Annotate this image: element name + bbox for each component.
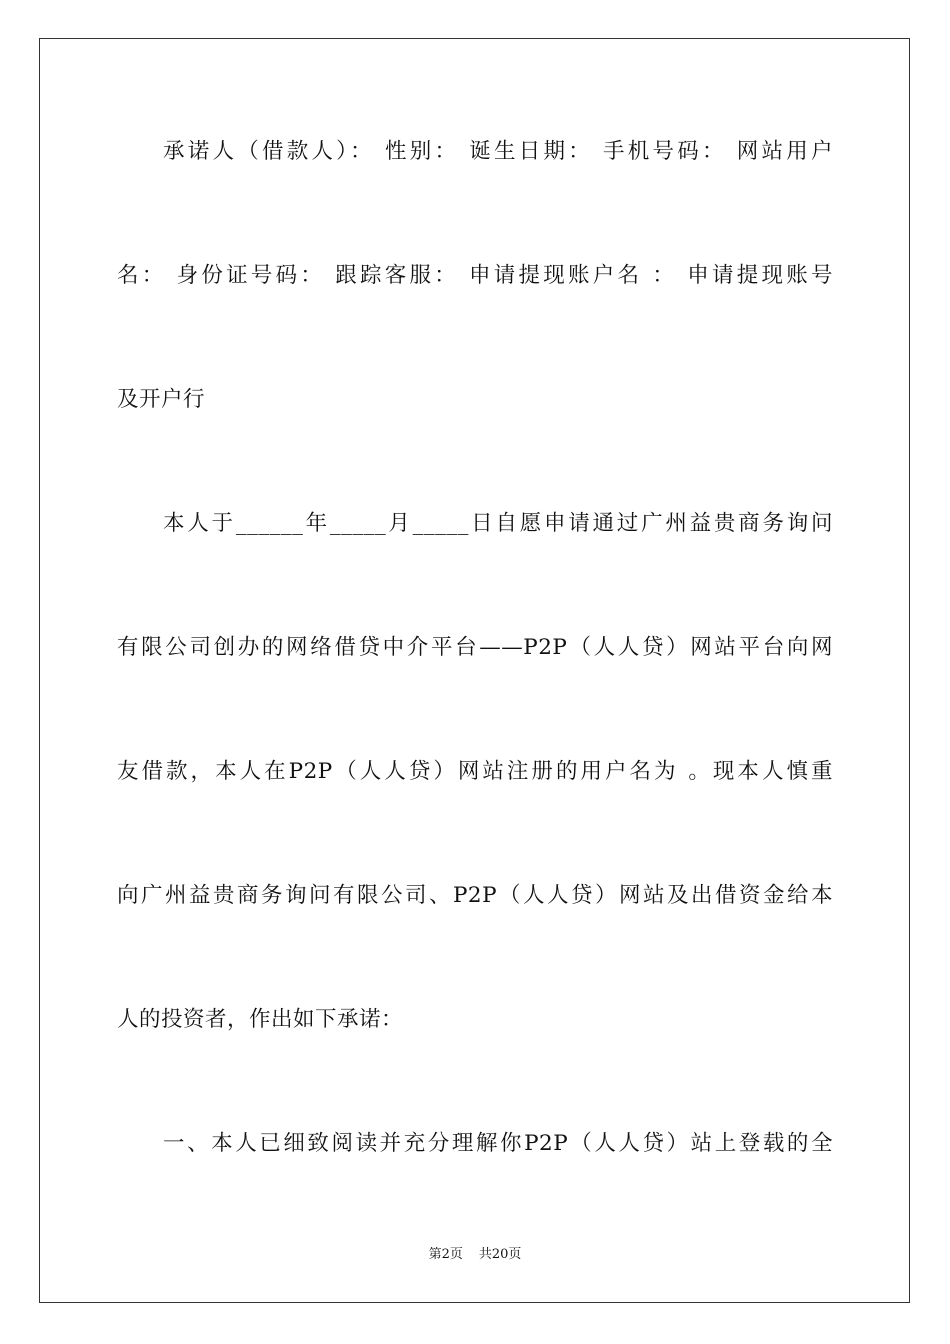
page-number: 第2页 bbox=[428, 1247, 463, 1262]
page-footer bbox=[0, 1246, 950, 1264]
text-line-1: 承诺人（借款人）： 性别： 诞生日期： 手机号码： 网站用户 bbox=[163, 139, 833, 164]
text-line-6: 友借款，本人在P2P（人人贷）网站注册的用户名为 。现本人慎重 bbox=[117, 759, 833, 784]
text-line-7: 向广州益贵商务询问有限公司、P2P（人人贷）网站及出借资金给本 bbox=[117, 883, 833, 908]
text-line-5: 有限公司创办的网络借贷中介平台——P2P（人人贷）网站平台向网 bbox=[117, 635, 833, 660]
text-line-3: 及开户行 bbox=[117, 387, 206, 412]
page-total: 共20页 bbox=[478, 1247, 522, 1262]
page-border bbox=[39, 38, 910, 1303]
text-line-9: 一、本人已细致阅读并充分理解你P2P（人人贷）站上登载的全 bbox=[163, 1131, 833, 1156]
text-line-8: 人的投资者，作出如下承诺： bbox=[117, 1007, 404, 1032]
text-line-4: 本人于______年_____月_____日自愿申请通过广州益贵商务询问 bbox=[163, 511, 833, 536]
text-line-2: 名： 身份证号码： 跟踪客服： 申请提现账户名 ： 申请提现账号 bbox=[117, 263, 833, 288]
